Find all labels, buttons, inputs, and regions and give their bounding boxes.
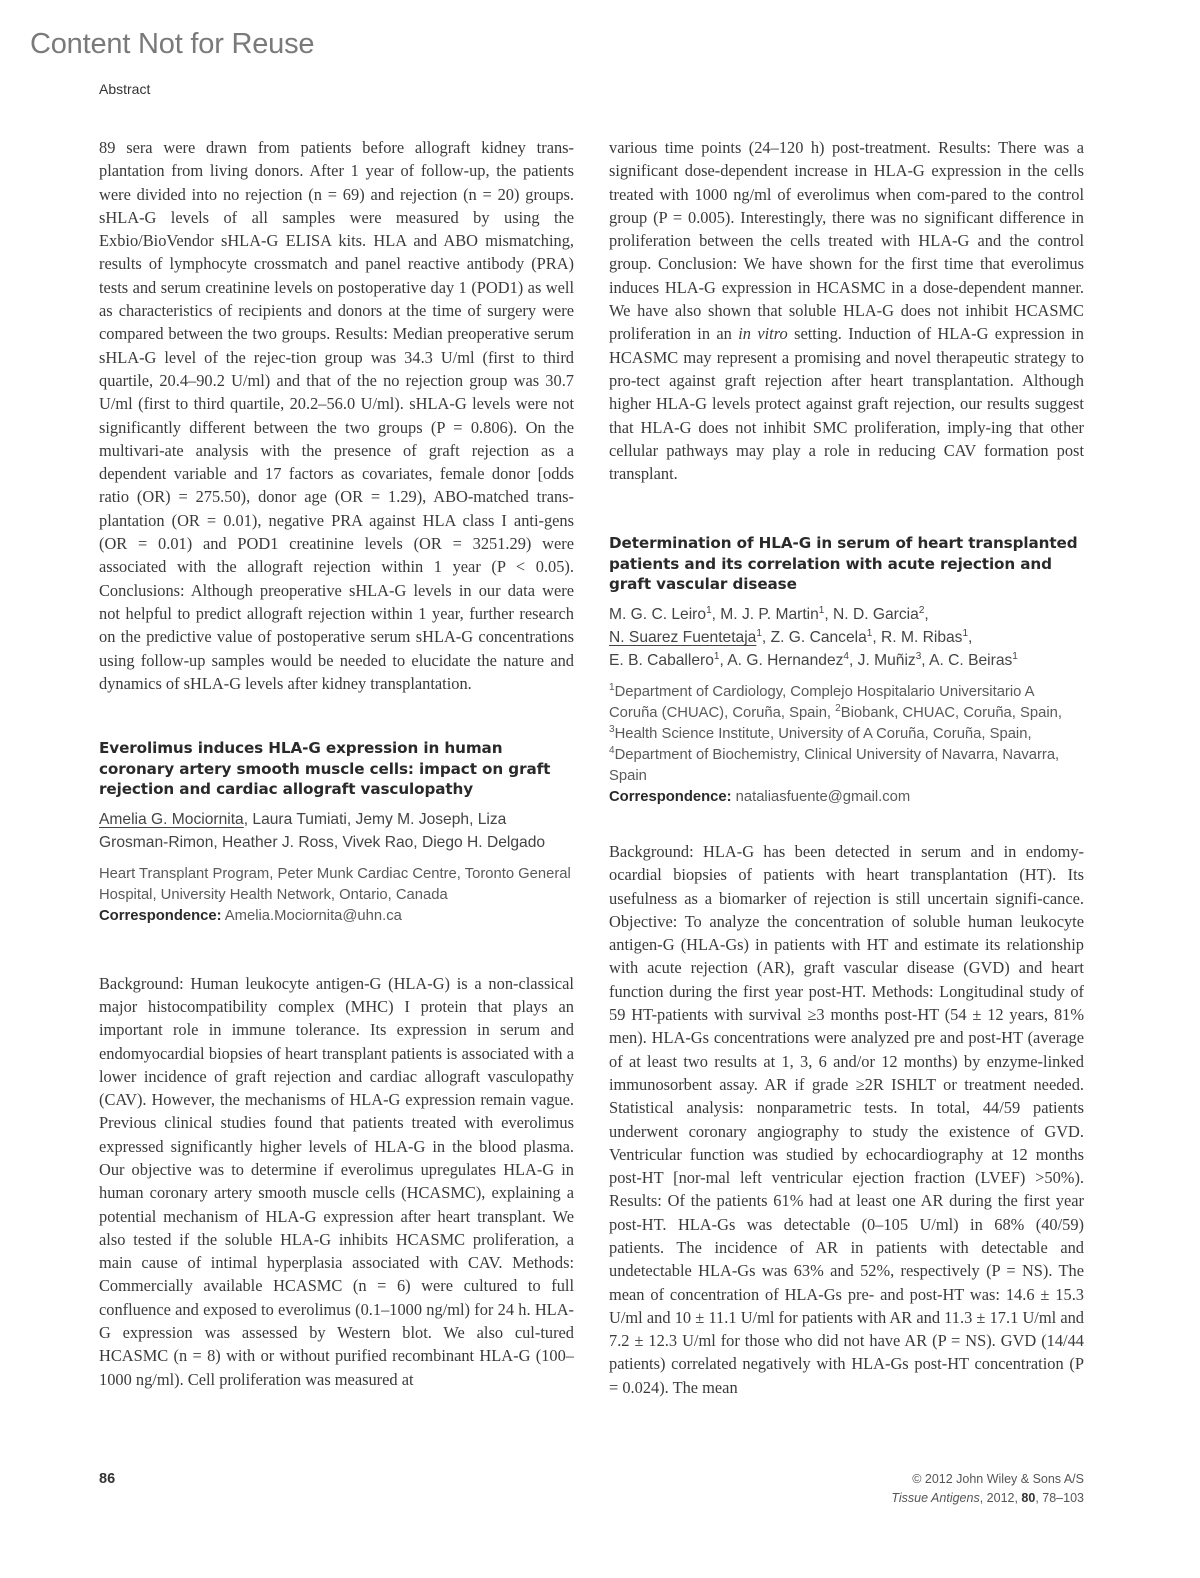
page-number: 86 — [99, 1471, 116, 1487]
section-label: Abstract — [99, 81, 151, 97]
left-column — [99, 136, 574, 1391]
abstract-body: Background: Human leukocyte antigen-G (HLA-G) is a non-classical major histocompatibility complex (MHC) I protein that plays an important role in immune tolerance. Its expression in serum and endomyocardial biopsies of heart transplant patients is associated with a lower incidence of graft rejection and cardiac allograft vasculopathy (CAV). However, the mechanisms of HLA-G expression remain vague. Previous clinical studies found that patients treated with everolimus expressed significantly higher levels of HLA-G in the blood plasma. Our objective was to determine if everolimus upregulates HLA-G in human coronary artery smooth muscle cells (HCASMC), explaining a potential mechanism of HLA-G expression after heart transplant. We also tested if the soluble HLA-G inhibits HCASMC proliferation, a main cause of intimal hyperplasia associated with CAV. Methods: Commercially available HCASMC (n = 6) were cultured to full confluence and exposed to everolimus (0.1–1000 ng/ml) for 24 h. HLA-G expression was assessed by Western blot. We also cul-tured HCASMC (n = 8) with or without purified recombinant HLA-G (100–1000 ng/ml). Cell proliferation was measured at — [99, 973, 574, 1389]
affiliation-marker: 1 — [866, 627, 873, 639]
affiliation-marker: 1 — [609, 682, 615, 694]
right-column — [609, 136, 1084, 1399]
presenting-author: Amelia G. Mociornita — [99, 810, 244, 828]
correspondence-label: Correspondence: — [99, 907, 222, 924]
affiliation-marker: 1 — [1012, 650, 1018, 662]
abstract-title: Everolimus induces HLA-G expression in human coronary artery smooth muscle cells: impact on graft rejection and cardiac allograft vasculopathy — [99, 739, 551, 799]
affiliation-marker: 3 — [915, 650, 922, 662]
other-authors: , Laura Tumiati, Jemy M. Joseph, Liza Grosman-Rimon, Heather J. Ross, Vivek Rao, Diego H. Delgado — [99, 810, 546, 851]
abstract-everolimus — [99, 738, 574, 1391]
correspondence-email[interactable]: nataliasfuente@gmail.com — [731, 788, 911, 805]
affiliation-marker: 3 — [609, 724, 615, 736]
everolimus-continued-text: various time points (24–120 h) post-treatment. Results: There was a significant dose-dependent increase in HLA-G expression in the cells treated with 1000 ng/ml of everolimus when com-pared to the control group (P = 0.005). Interestingly, there was no significant difference in proliferation between the cells treated with HLA-G and the control group. Conclusion: We have shown for the first time that everolimus induces HLA-G expression in HCASMC in a dose-dependent manner. We have also shown that soluble HLA-G does not inhibit HCASMC proliferation in an in vitro setting. Induction of HLA-G expression in HCASMC may represent a promising and novel therapeutic strategy to pro-tect against graft rejection after heart transplantation. Although higher HLA-G levels protect against graft rejection, our results suggest that HLA-G does not inhibit SMC proliferation, imply-ing that other cellular pathways may play a role in reducing CAV formation post transplant. — [609, 138, 1084, 484]
correspondence — [609, 787, 1084, 808]
journal-year: , 2012, — [979, 1491, 1022, 1505]
continued-abstract-text: 89 sera were drawn from patients before allograft kidney trans-plantation from living donors. After 1 year of follow-up, the patients were divided into no rejection (n = 69) and rejection (n = 20) groups. sHLA-G levels of all samples were measured by using the Exbio/BioVendor sHLA-G ELISA kits. HLA and ABO mismatching, results of lymphocyte crossmatch and panel reactive antibody (PRA) tests and serum creatinine levels on postoperative day 1 (POD1) as well as characteristics of recipients and donors at the time of surgery were compared between the two groups. Results: Median preoperative serum sHLA-G level of the rejec-tion group was 34.3 U/ml (first to third quartile, 20.4–90.2 U/ml) and that of the no rejection group was 30.7 U/ml (first to third quartile, 20.2–56.0 U/ml). sHLA-G levels were not significantly different between the two groups (P = 0.806). On the multivari-ate analysis with the presence of graft rejection as a dependent variable and 17 factors as covariates, female donor [odds ratio (OR) = 275.50), donor age (OR = 1.29), ABO-matched trans-plantation (OR = 0.01), negative PRA against HLA class I anti-gens (OR = 0.01) and POD1 creatinine levels (OR = 3251.29) were associated with the allograft rejection within 1 year (P < 0.05). Conclusions: Although preoperative sHLA-G levels in our data were not helpful to predict allograft rejection within 1 year, further research on the predictive value of postoperative serum sHLA-G concentrations using follow-up samples would be needed to elucidate the nature and dynamics of sHLA-G levels after kidney transplantation. — [99, 138, 574, 693]
journal-citation — [891, 1470, 1084, 1508]
author: M. G. C. Leiro — [609, 605, 707, 623]
copyright: © 2012 John Wiley & Sons A/S — [912, 1472, 1084, 1486]
journal-name: Tissue Antigens — [891, 1491, 980, 1505]
author: Z. G. Cancela — [770, 628, 867, 646]
affiliation-marker: 1 — [713, 650, 720, 662]
affiliation-marker: 1 — [962, 627, 969, 639]
author: R. M. Ribas — [881, 628, 963, 646]
abstract-serum — [609, 533, 1084, 1399]
watermark: Content Not for Reuse — [30, 28, 315, 60]
affiliation: Heart Transplant Program, Peter Munk Cardiac Centre, Toronto General Hospital, University Health Network, Ontario, Canada — [99, 865, 571, 903]
journal-pages: , 78–103 — [1035, 1491, 1084, 1505]
journal-volume: 80 — [1021, 1491, 1036, 1505]
author: M. J. P. Martin — [720, 605, 819, 623]
abstract-body: Background: HLA-G has been detected in serum and in endomy-ocardial biopsies of patients with heart transplantation (HT). Its usefulness as a biomarker of rejection is still uncertain signifi-cance. Objective: To analyze the concentration of soluble human leukocyte antigen-G (HLA-Gs) in patients with HT and estimate its relationship with acute rejection (AR), graft vascular disease (GVD) and heart function during the first year post-HT. Methods: Longitudinal study of 59 HT-patients with survival ≥3 months post-HT (54 ± 12 years, 81% men). HLA-Gs concentrations were analyzed pre and post-HT (average of at least two results at 1, 3, 6 and/or 12 months) by enzyme-linked immunosorbent assay. AR if grade ≥2R ISHLT or treatment needed. Statistical analysis: nonparametric tests. In total, 44/59 patients underwent coronary angiography to study the existence of GVD. Ventricular function was studied by echocardiography at 12 months post-HT [nor-mal left ventricular ejection fraction (LVEF) >50%). Results: Of the patients 61% had at least one AR during the first year post-HT. HLA-Gs was detectable (0–105 U/ml) in 68% (40/59) patients. The incidence of AR in patients with detectable and undetectable HLA-Gs was 63% and 52%, respectively (P = NS). The mean of concentration of HLA-Gs pre- and post-HT was: 14.6 ± 15.3 U/ml and 10 ± 11.1 U/ml for patients with AR and 11.3 ± 17.1 U/ml and 7.2 ± 12.3 U/ml for those who did not have AR (P = NS). GVD (14/44 patients) correlated negatively with HLA-Gs post-HT concentration (P = 0.024). The mean — [609, 841, 1084, 1397]
affiliation-marker: 1 — [756, 627, 762, 639]
correspondence-label: Correspondence: — [609, 788, 732, 805]
author: E. B. Caballero — [609, 651, 714, 669]
italic-term: in vitro — [738, 324, 788, 344]
affiliation-marker: 2 — [918, 604, 925, 616]
presenting-author: N. Suarez Fuentetaja — [609, 628, 757, 646]
correspondence — [99, 906, 574, 927]
author-list — [99, 808, 574, 854]
correspondence-email[interactable]: Amelia.Mociornita@uhn.ca — [221, 907, 402, 924]
affiliation-marker: 2 — [835, 703, 841, 715]
affiliation-marker: 1 — [818, 604, 825, 616]
affiliation-marker: 1 — [706, 604, 712, 616]
author: J. Muñiz — [857, 651, 916, 669]
author: A. G. Hernandez — [727, 651, 844, 669]
affiliation-marker: 4 — [843, 650, 849, 662]
author: A. C. Beiras — [929, 651, 1013, 669]
affiliations: $^1$Department of Cardiology, Complejo Hospitalario Universitario A Coruña (CHUAC), Coruña, Spain, $^2$Biobank, CHUAC, Coruña, Spain, $^3$Health Science Institute, University of A Coruña, Coruña, Spain, $^4$Department of Biochemistry, Clinical University of Navarra, Navarra, Spain — [609, 682, 1062, 784]
author-list: M. G. C. Leiro$^1$, M. J. P. Martin$^1$, N. D. Garcia$^2$, N. Suarez Fuentetaja$^1$, Z. G. Cancela$^1$, R. M. Ribas$^1$, E. B. Caballero$^1$, A. G. Hernandez$^4$, J. Muñiz$^3$, A. C. Beiras$^1$ — [609, 604, 1018, 669]
abstract-title: Determination of HLA-G in serum of heart transplanted patients and its correlation with acute rejection and graft vascular disease — [609, 534, 1078, 594]
affiliation-marker: 4 — [609, 745, 615, 757]
journal-info — [891, 1489, 1084, 1508]
author: N. D. Garcia — [833, 605, 919, 623]
